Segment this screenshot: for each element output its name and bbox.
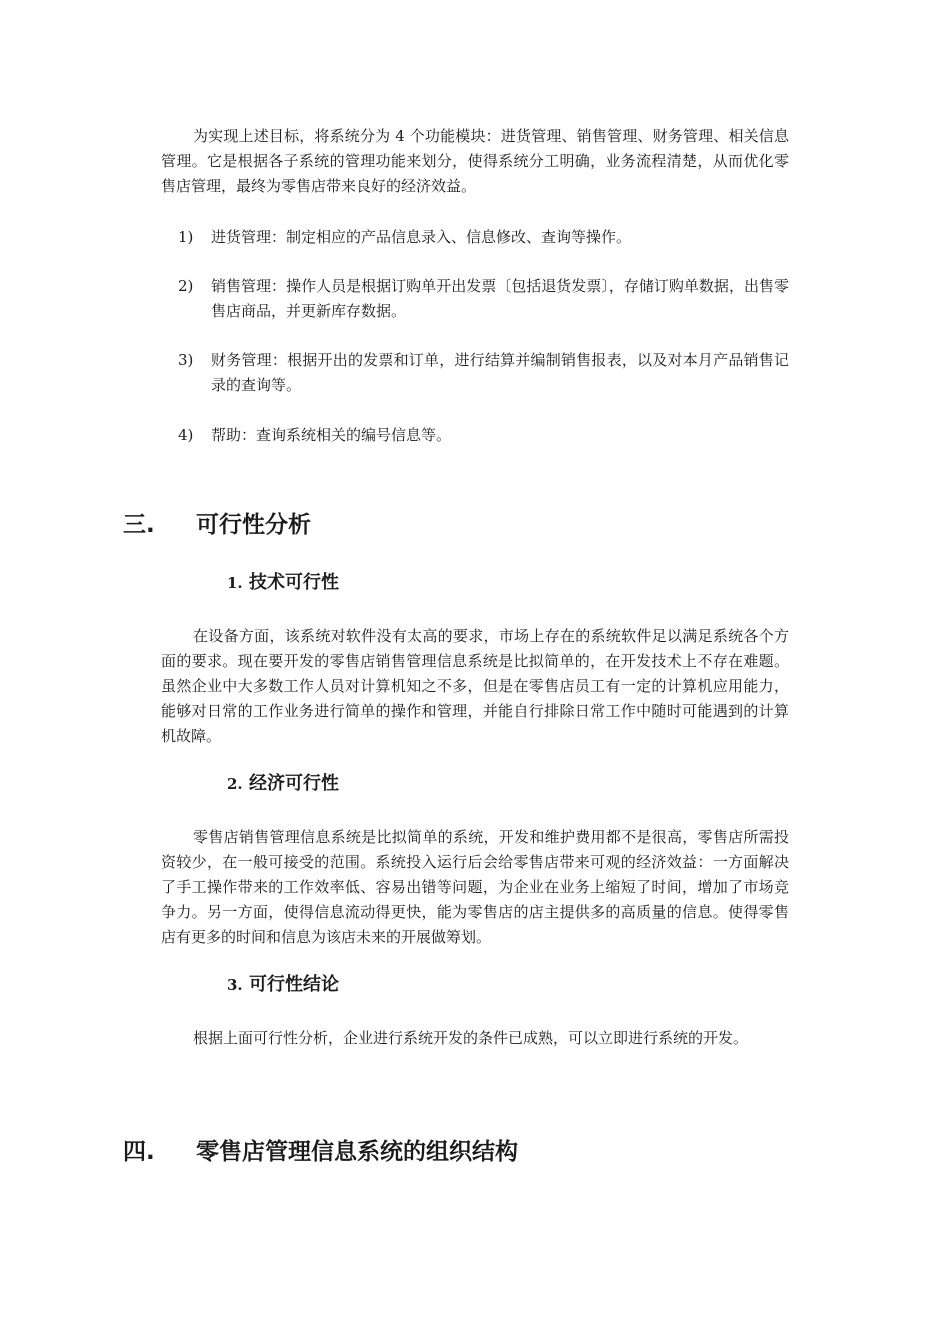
list-item-number: 1) (178, 228, 194, 246)
module-list-item (178, 348, 789, 398)
module-list-item (178, 274, 789, 324)
subsection-heading (227, 771, 339, 797)
subsection-number: 3. (227, 976, 243, 994)
body-paragraph: 在设备方面，该系统对软件没有太高的要求，市场上存在的系统软件足以满足系统各个方面的要求。现在要开发的零售店销售管理信息系统是比拟简单的，在开发技术上不存在难题。虽然企业中大多数工作人员对计算机知之不多，但是在零售店员工有一定的计算机应用能力，能够对日常的工作业务进行简单的操作和管理，并能自行排除日常工作中随时可能遇到的计算机故障。 (161, 627, 789, 745)
list-item-number: 3) (178, 351, 194, 369)
list-item-text: 销售管理：操作人员是根据订购单开出发票〔包括退货发票〕，存储订购单数据，出售零售店商品，并更新库存数据。 (211, 277, 789, 320)
section-title: 零售店管理信息系统的组织结构 (196, 1139, 518, 1165)
module-list-item (178, 225, 789, 250)
body-paragraph: 根据上面可行性分析，企业进行系统开发的条件已成熟，可以立即进行系统的开发。 (193, 1029, 749, 1047)
section-number: 三. (123, 512, 155, 538)
subsection-number: 1. (227, 574, 243, 592)
section-title: 可行性分析 (196, 512, 311, 538)
list-item-text: 帮助：查询系统相关的编号信息等。 (211, 426, 452, 444)
section-heading (123, 1137, 518, 1167)
subsection-heading (227, 570, 339, 596)
subsection-title: 技术可行性 (248, 572, 339, 593)
list-item-text: 财务管理：根据开出的发票和订单，进行结算并编制销售报表，以及对本月产品销售记录的查询等。 (211, 351, 789, 394)
list-item-number: 4) (178, 426, 194, 444)
intro-paragraph: 为实现上述目标，将系统分为 4 个功能模块：进货管理、销售管理、财务管理、相关信息管理。它是根据各子系统的管理功能来划分，使得系统分工明确，业务流程清楚，从而优化零售店管理，最终为零售店带来良好的经济效益。 (161, 127, 789, 195)
body-paragraph: 零售店销售管理信息系统是比拟简单的系统，开发和维护费用都不是很高，零售店所需投资较少，在一般可接受的范围。系统投入运行后会给零售店带来可观的经济效益：一方面解决了手工操作带来的工作效率低、容易出错等问题，为企业在业务上缩短了时间，增加了市场竞争力。另一方面，使得信息流动得更快，能为零售店的店主提供多的高质量的信息。使得零售店有更多的时间和信息为该店未来的开展做筹划。 (161, 828, 789, 946)
module-list-item (178, 423, 789, 448)
list-item-text: 进货管理：制定相应的产品信息录入、信息修改、查询等操作。 (211, 228, 632, 246)
subsection-title: 经济可行性 (248, 773, 339, 794)
section-number: 四. (123, 1139, 155, 1165)
subsection-title: 可行性结论 (248, 974, 339, 995)
subsection-number: 2. (227, 775, 243, 793)
section-heading (123, 510, 311, 540)
list-item-number: 2) (178, 277, 194, 295)
subsection-heading (227, 972, 339, 998)
